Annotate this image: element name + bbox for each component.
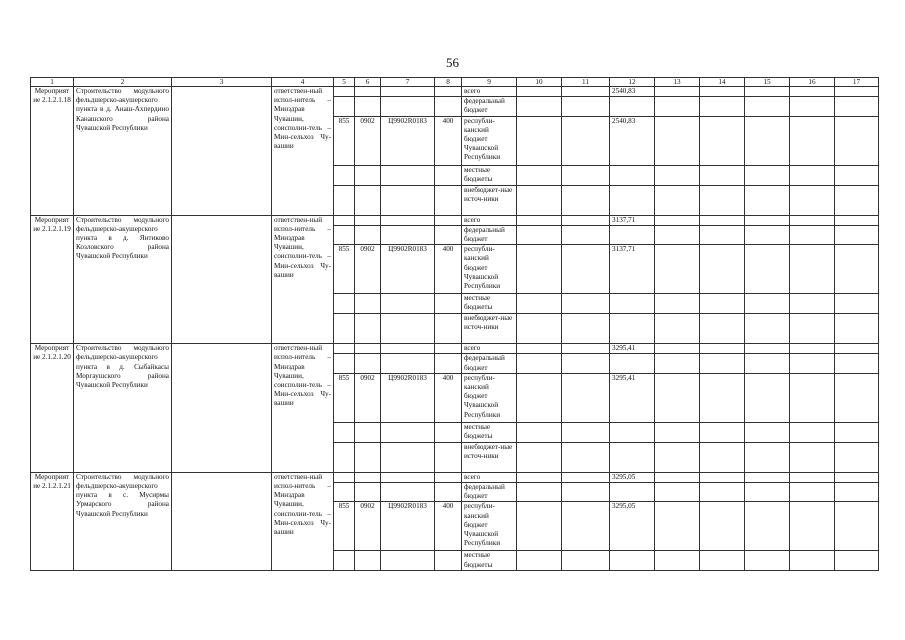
column-number: 8 [435,78,462,87]
col14-cell [700,483,745,502]
code-grbs-cell [334,97,355,116]
event-name: Строительство модульного фельдшерско-акушерского пункта в д. Сыбайкасы Моргаушского района Чувашской Республики [74,344,172,473]
funding-source: федеральный бюджет [462,354,517,373]
funding-source: местные бюджеты [462,294,517,314]
col16-cell [790,314,835,344]
col16-cell [790,97,835,116]
col15-cell [745,373,790,422]
code-rzpr-cell [355,483,381,502]
code-rzpr-cell [355,472,381,482]
code-csr-cell [381,354,435,373]
amount-cell [610,551,655,571]
col16-cell [790,116,835,165]
col11-cell [562,373,610,422]
col15-cell [745,483,790,502]
funding-source: всего [462,87,517,97]
event-executor: ответствен-ный испол-нитель – Минздрав Чувашии, соисполни-тель – Мин-сельхоз Чу-вашии [272,87,334,216]
code-rzpr-cell [355,551,381,571]
code-rzpr-cell [355,185,381,215]
col14-cell [700,502,745,551]
code-rzpr-cell: 0902 [355,373,381,422]
col17-cell [835,225,879,244]
amount-cell [610,442,655,472]
funding-source: местные бюджеты [462,551,517,571]
event-name: Строительство модульного фельдшерско-акушерского пункта в д. Янтиково Козловского района Чувашской Республики [74,215,172,344]
code-rzpr-cell [355,225,381,244]
code-grbs-cell [334,442,355,472]
code-csr-cell [381,472,435,482]
col14-cell [700,442,745,472]
code-csr-cell [381,165,435,185]
code-vr-cell [435,472,462,482]
event-name: Строительство модульного фельдшерско-акушерского пункта в д. Анаш-Ахпердино Канашского района Чувашской Республики [74,87,172,216]
event-executor: ответствен-ный испол-нитель – Минздрав Чувашии, соисполни-тель – Мин-сельхоз Чу-вашии [272,344,334,473]
code-rzpr-cell [355,422,381,442]
col14-cell [700,344,745,354]
code-rzpr-cell [355,442,381,472]
amount-cell [610,294,655,314]
col17-cell [835,442,879,472]
code-vr-cell [435,97,462,116]
col13-cell [655,314,700,344]
col13-cell [655,294,700,314]
code-vr-cell [435,483,462,502]
code-csr-cell: Ц9902R0183 [381,502,435,551]
col16-cell [790,225,835,244]
col11-cell [562,165,610,185]
column-number: 12 [610,78,655,87]
table-row [31,344,879,354]
column-number: 6 [355,78,381,87]
code-rzpr-cell [355,344,381,354]
col13-cell [655,215,700,225]
code-grbs-cell [334,314,355,344]
amount-cell [610,225,655,244]
code-rzpr-cell: 0902 [355,116,381,165]
code-rzpr-cell [355,354,381,373]
code-grbs-cell [334,344,355,354]
event-col3-cell [172,472,272,571]
col17-cell [835,165,879,185]
amount-cell [610,314,655,344]
col13-cell [655,442,700,472]
code-vr-cell [435,551,462,571]
column-number: 10 [517,78,562,87]
col11-cell [562,116,610,165]
col10-cell [517,344,562,354]
col17-cell [835,472,879,482]
funding-source: внебюджет-ные источ-ники [462,442,517,472]
amount-cell: 3295,41 [610,373,655,422]
col16-cell [790,442,835,472]
col11-cell [562,314,610,344]
col17-cell [835,97,879,116]
col11-cell [562,87,610,97]
col17-cell [835,87,879,97]
col17-cell [835,245,879,294]
event-executor: ответствен-ный испол-нитель – Минздрав Чувашии, соисполни-тель – Мин-сельхоз Чу-вашии [272,472,334,571]
amount-cell: 2540,83 [610,87,655,97]
column-number: 15 [745,78,790,87]
col14-cell [700,87,745,97]
column-number: 13 [655,78,700,87]
code-csr-cell [381,422,435,442]
col16-cell [790,483,835,502]
column-number: 16 [790,78,835,87]
funding-source: всего [462,344,517,354]
col15-cell [745,294,790,314]
col14-cell [700,97,745,116]
code-csr-cell [381,294,435,314]
amount-cell: 3137,71 [610,215,655,225]
col16-cell [790,215,835,225]
col17-cell [835,373,879,422]
col16-cell [790,354,835,373]
event-executor: ответствен-ный испол-нитель – Минздрав Чувашии, соисполни-тель – Мин-сельхоз Чу-вашии [272,215,334,344]
code-rzpr-cell: 0902 [355,502,381,551]
col16-cell [790,373,835,422]
code-csr-cell [381,442,435,472]
funding-source: республи-канский бюджет Чувашской Республики [462,502,517,551]
program-table [30,77,879,571]
code-vr-cell [435,215,462,225]
col13-cell [655,472,700,482]
col13-cell [655,483,700,502]
code-csr-cell [381,483,435,502]
col13-cell [655,373,700,422]
code-grbs-cell [334,165,355,185]
amount-cell [610,354,655,373]
amount-cell: 3137,71 [610,245,655,294]
col17-cell [835,344,879,354]
col10-cell [517,165,562,185]
code-grbs-cell [334,483,355,502]
code-csr-cell [381,215,435,225]
amount-cell: 2540,83 [610,116,655,165]
col13-cell [655,87,700,97]
funding-source: местные бюджеты [462,422,517,442]
col13-cell [655,245,700,294]
code-vr-cell [435,442,462,472]
code-csr-cell: Ц9902R0183 [381,116,435,165]
col15-cell [745,344,790,354]
col16-cell [790,344,835,354]
code-vr-cell [435,422,462,442]
event-label: Мероприятие 2.1.2.1.21 [31,472,74,571]
amount-cell [610,483,655,502]
column-number: 5 [334,78,355,87]
amount-cell: 3295,05 [610,472,655,482]
event-col3-cell [172,87,272,216]
col14-cell [700,354,745,373]
code-rzpr-cell: 0902 [355,245,381,294]
col13-cell [655,225,700,244]
amount-cell [610,422,655,442]
event-name: Строительство модульного фельдшерско-акушерского пункта в с. Мусирмы Урмарского района Чувашской Республики [74,472,172,571]
code-csr-cell [381,551,435,571]
code-csr-cell [381,344,435,354]
col11-cell [562,442,610,472]
col13-cell [655,502,700,551]
col13-cell [655,185,700,215]
code-grbs-cell: 855 [334,502,355,551]
col10-cell [517,314,562,344]
col15-cell [745,502,790,551]
col11-cell [562,344,610,354]
amount-cell [610,97,655,116]
column-number: 1 [31,78,74,87]
col16-cell [790,165,835,185]
table-row [31,472,879,482]
col10-cell [517,472,562,482]
code-rzpr-cell [355,215,381,225]
col17-cell [835,422,879,442]
funding-source: федеральный бюджет [462,483,517,502]
column-number: 3 [172,78,272,87]
col10-cell [517,551,562,571]
funding-source: внебюджет-ные источ-ники [462,314,517,344]
col10-cell [517,87,562,97]
code-rzpr-cell [355,87,381,97]
event-label: Мероприятие 2.1.2.1.18 [31,87,74,216]
col17-cell [835,551,879,571]
event-col3-cell [172,344,272,473]
code-vr-cell [435,314,462,344]
col13-cell [655,551,700,571]
col11-cell [562,97,610,116]
code-grbs-cell [334,551,355,571]
code-grbs-cell [334,354,355,373]
code-vr-cell [435,344,462,354]
col15-cell [745,165,790,185]
col13-cell [655,116,700,165]
col16-cell [790,422,835,442]
col10-cell [517,422,562,442]
col10-cell [517,225,562,244]
col10-cell [517,502,562,551]
code-vr-cell: 400 [435,245,462,294]
code-csr-cell: Ц9902R0183 [381,245,435,294]
code-grbs-cell: 855 [334,373,355,422]
code-grbs-cell [334,225,355,244]
column-number: 9 [462,78,517,87]
col11-cell [562,422,610,442]
column-number: 4 [272,78,334,87]
column-number: 2 [74,78,172,87]
code-csr-cell [381,97,435,116]
code-vr-cell: 400 [435,116,462,165]
col17-cell [835,294,879,314]
col15-cell [745,472,790,482]
amount-cell: 3295,05 [610,502,655,551]
col11-cell [562,472,610,482]
code-csr-cell [381,87,435,97]
event-label: Мероприятие 2.1.2.1.20 [31,344,74,473]
column-number: 7 [381,78,435,87]
col14-cell [700,165,745,185]
col17-cell [835,502,879,551]
col11-cell [562,551,610,571]
amount-cell [610,185,655,215]
code-grbs-cell [334,87,355,97]
col15-cell [745,185,790,215]
col17-cell [835,483,879,502]
page-number: 56 [446,55,459,70]
col15-cell [745,215,790,225]
column-numbers-row [31,78,879,87]
col15-cell [745,422,790,442]
code-vr-cell [435,185,462,215]
event-col3-cell [172,215,272,344]
funding-source: республи-канский бюджет Чувашской Республики [462,116,517,165]
col15-cell [745,97,790,116]
code-grbs-cell [334,215,355,225]
col14-cell [700,185,745,215]
column-number: 14 [700,78,745,87]
code-rzpr-cell [355,97,381,116]
col15-cell [745,225,790,244]
col14-cell [700,472,745,482]
col13-cell [655,344,700,354]
code-grbs-cell [334,294,355,314]
col14-cell [700,215,745,225]
col11-cell [562,185,610,215]
col10-cell [517,483,562,502]
event-label: Мероприятие 2.1.2.1.19 [31,215,74,344]
col14-cell [700,245,745,294]
code-grbs-cell [334,472,355,482]
column-number: 17 [835,78,879,87]
col17-cell [835,314,879,344]
col14-cell [700,116,745,165]
col11-cell [562,483,610,502]
code-vr-cell: 400 [435,502,462,551]
code-vr-cell [435,354,462,373]
code-vr-cell [435,165,462,185]
funding-source: внебюджет-ные источ-ники [462,185,517,215]
funding-source: местные бюджеты [462,165,517,185]
col10-cell [517,97,562,116]
col14-cell [700,225,745,244]
col15-cell [745,116,790,165]
col16-cell [790,185,835,215]
col15-cell [745,314,790,344]
col16-cell [790,245,835,294]
code-rzpr-cell [355,165,381,185]
code-vr-cell [435,87,462,97]
table-row [31,87,879,97]
col10-cell [517,442,562,472]
code-csr-cell [381,225,435,244]
funding-source: всего [462,472,517,482]
col15-cell [745,442,790,472]
col13-cell [655,165,700,185]
col10-cell [517,245,562,294]
col16-cell [790,87,835,97]
col10-cell [517,185,562,215]
col13-cell [655,354,700,373]
amount-cell: 3295,41 [610,344,655,354]
code-csr-cell: Ц9902R0183 [381,373,435,422]
code-grbs-cell: 855 [334,116,355,165]
funding-source: республи-канский бюджет Чувашской Республики [462,245,517,294]
col17-cell [835,185,879,215]
column-number: 11 [562,78,610,87]
funding-source: республи-канский бюджет Чувашской Республики [462,373,517,422]
col15-cell [745,245,790,294]
col11-cell [562,215,610,225]
funding-source: всего [462,215,517,225]
col16-cell [790,502,835,551]
code-csr-cell [381,314,435,344]
code-grbs-cell [334,422,355,442]
col10-cell [517,354,562,373]
col15-cell [745,354,790,373]
amount-cell [610,165,655,185]
col14-cell [700,294,745,314]
col10-cell [517,294,562,314]
col11-cell [562,354,610,373]
col17-cell [835,215,879,225]
col14-cell [700,551,745,571]
col10-cell [517,373,562,422]
code-grbs-cell: 855 [334,245,355,294]
funding-source: федеральный бюджет [462,97,517,116]
code-grbs-cell [334,185,355,215]
col11-cell [562,225,610,244]
funding-source: федеральный бюджет [462,225,517,244]
col13-cell [655,422,700,442]
col15-cell [745,87,790,97]
code-vr-cell: 400 [435,373,462,422]
col15-cell [745,551,790,571]
col14-cell [700,422,745,442]
col10-cell [517,116,562,165]
col14-cell [700,373,745,422]
code-rzpr-cell [355,294,381,314]
col14-cell [700,314,745,344]
col11-cell [562,294,610,314]
code-csr-cell [381,185,435,215]
col17-cell [835,354,879,373]
col17-cell [835,116,879,165]
col11-cell [562,502,610,551]
code-vr-cell [435,294,462,314]
col16-cell [790,551,835,571]
code-vr-cell [435,225,462,244]
table-row [31,215,879,225]
col16-cell [790,294,835,314]
col10-cell [517,215,562,225]
col11-cell [562,245,610,294]
col16-cell [790,472,835,482]
code-rzpr-cell [355,314,381,344]
col13-cell [655,97,700,116]
